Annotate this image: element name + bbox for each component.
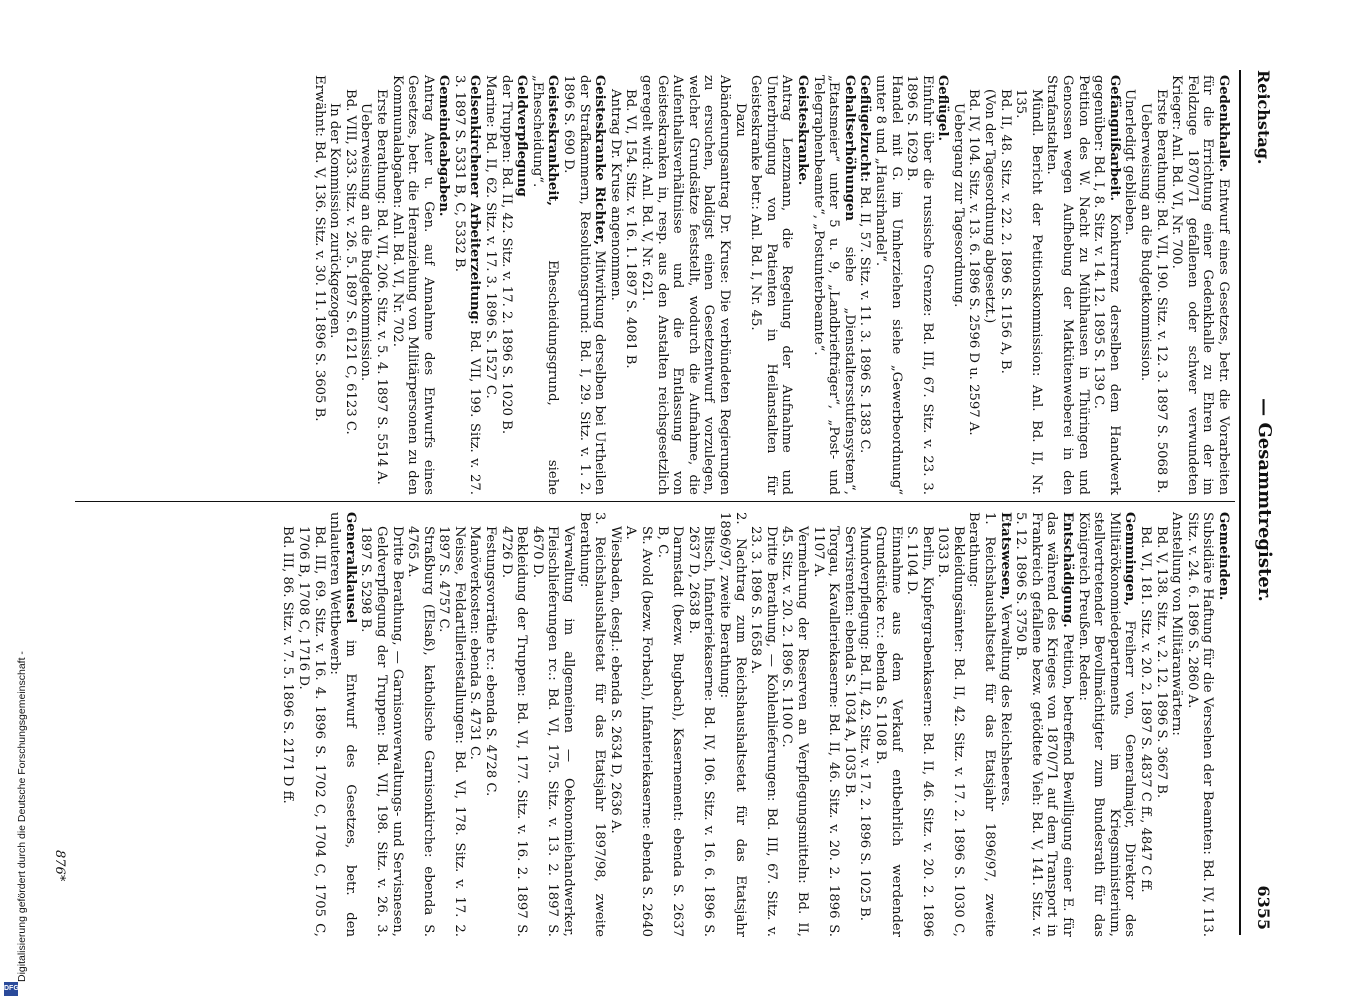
index-entry	[732, 103, 748, 495]
entry-text: Bd. II, 48. Sitz. v. 22. 2. 1896 S. 1156 A, B.	[997, 89, 1013, 374]
index-entry	[342, 89, 358, 495]
entry-heading: Geisteskranke Richter,	[592, 75, 608, 246]
entry-text: Bekleidung der Truppen: Bd. VI, 177. Sitz. v. 16. 2. 1897 S. 4726 D.	[498, 526, 530, 937]
index-entry	[529, 75, 560, 495]
entry-heading: Geldverpflegung	[514, 75, 530, 197]
header-left: Reichstag.	[1254, 70, 1273, 165]
entry-text: Bekleidungsämter: Bd. II, 42. Sitz. v. 17. 2. 1896 S. 1030 C, 1033 B.	[935, 526, 966, 937]
entry-text: St. Avold (bezw. Forbach), Infanteriekaserne: ebenda S. 2640 A.	[623, 526, 655, 937]
column-divider	[75, 501, 1235, 502]
entry-heading: Gelsenkirchener Arbeiterzeitung:	[467, 75, 483, 325]
index-entry	[451, 75, 482, 495]
entry-text: Bd. II, 57. Sitz. v. 11. 3. 1896 S. 1383 C.	[857, 186, 873, 454]
index-entry	[857, 75, 873, 495]
entry-heading: Gedenkhalle.	[1216, 75, 1231, 173]
index-entry	[311, 75, 327, 495]
entry-text: Petition, betreffend Bewilligung einer E. für das während des Krieges von 1870/71 auf dem Transport in Frankreich gefallene bezw. getödtete Vieh: Bd. V, 141. Sitz. v. 5. 12. 1896 S. 3750 B.	[1013, 512, 1076, 937]
index-entry	[748, 526, 779, 937]
page-signature: 876*	[52, 850, 67, 882]
entry-text: Antrag Lenzmann, die Regelung der Aufnahme und Unterbringung von Patienten in Heilanstalten für Geisteskranke betr.: Anl. Bd. I, Nr. 45.	[748, 75, 795, 495]
index-entry	[607, 89, 623, 495]
index-entry	[327, 512, 358, 937]
entry-text: Bd. V, 138. Sitz. v. 2. 12. 1896 S. 3667 B.	[1153, 526, 1169, 799]
entry-text: Bitsch, Infanteriekaserne: Bd. IV, 106. Sitz. v. 16. 6. 1896 S. 2637 D, 2638 B.	[685, 526, 717, 937]
entry-text: Handel mit G. im Umherziehen siehe „Gewerbeordnung“ unter 8 und „Hausirhandel“.	[872, 75, 904, 495]
entry-text: 1. Reichshaushaltsetat für das Etatsjahr 1896/97, zweite Berathung:	[966, 512, 998, 937]
entry-text: Bd. III, 69. Sitz. v. 16. 4. 1896 S. 1702 C, 1704 C, 1705 C, 1706 B, 1708 C, 1716 D.	[295, 526, 327, 937]
entry-text: Petition des W. Nacht zu Mühlhausen in Thüringen und Genossen wegen Aufhebung der Matkütenweberei in den Strafanstalten.	[1044, 75, 1091, 495]
entry-text: Erste Berathung: Bd. VII, 206. Sitz. v. 5. 4. 1897 S. 5514 A.	[373, 89, 389, 485]
entry-text: Dritte Berathung, — Garnisonverwaltungs- und Servisnesen, Geldverpflegung der Truppen: Bd. VII, 198. Sitz. v. 26. 3. 1897 S. 5298 B.	[358, 526, 405, 937]
index-entry	[623, 526, 654, 937]
index-entry	[623, 89, 639, 495]
index-entry	[935, 526, 966, 937]
entry-heading: Geflügel.	[935, 75, 951, 142]
entry-text: Bd. VI, 181. Sitz. v. 20. 2. 1897 S. 4837 C ff., 4847 C ff.	[1138, 526, 1154, 893]
entry-text: Darmstadt (bezw. Bugbach), Kasernement: ebenda S. 2637 B, C.	[654, 526, 686, 937]
right-column	[280, 512, 1231, 937]
index-entry	[810, 75, 857, 495]
index-entry	[966, 512, 997, 937]
index-entry	[1169, 512, 1185, 937]
index-entry	[498, 75, 514, 495]
index-entry	[483, 75, 499, 495]
entry-text: Manöverkosten: ebenda S. 4731 C.	[467, 526, 483, 760]
index-entry	[982, 89, 998, 495]
entry-heading: Gehaltserhöhungen	[841, 75, 857, 221]
entry-text: Unerledigt geblieben.	[1122, 89, 1138, 236]
index-entry	[638, 75, 732, 495]
entry-heading: Gemmingen,	[1122, 512, 1138, 606]
index-entry	[280, 526, 296, 937]
index-entry	[529, 526, 576, 937]
index-entry	[1153, 526, 1169, 937]
header-center: — Gesammtregister.	[1254, 398, 1275, 602]
entry-heading: Geisteskranke.	[794, 75, 810, 186]
index-entry	[1122, 89, 1138, 495]
index-entry	[1013, 89, 1044, 495]
entry-text: Mitwirkung derselben bei Urtheilen der Strafkammern, Resolutionsgrund: Bd. I, 29. Sitz. v. 1. 2. 1896 S. 690 D.	[561, 75, 608, 495]
entry-text: im Entwurf des Gesetzes, betr. den unlauteren Wettbewerb:	[327, 512, 358, 937]
entry-text: Antrag Auer u. Gen. auf Annahme des Entwurfs eines Gesetzes, betr. die Heranziehung von Militärpersonen zu den Kommunalabgaben: Anl. Bd. VI, Nr. 702.	[389, 75, 436, 495]
entry-text: Anstellung von Militäranwärtern:	[1169, 512, 1185, 736]
entry-text: Bd. III, 86. Sitz. v. 7. 5. 1896 S. 2171 D ff.	[280, 526, 296, 804]
index-entry	[1184, 512, 1215, 937]
index-entry	[389, 75, 436, 495]
entry-text: Verwaltung im allgemeinen — Oekonomiehandwerker, Fleischlieferungen rc.: Bd. VI, 175. Sitz. v. 13. 2. 1897 S. 4670 D.	[529, 526, 577, 937]
entry-text: Servisrenten: ebenda S. 1034 A, 1035 B.	[841, 526, 857, 798]
entry-text: Antrag Dr. Kruse angenommen.	[607, 89, 623, 301]
page-header	[1245, 70, 1275, 930]
index-entry	[358, 103, 374, 495]
entry-heading: Gefängnißarbeit.	[1106, 75, 1122, 202]
index-entry	[872, 526, 903, 937]
index-entry	[1215, 512, 1231, 937]
index-entry	[373, 89, 389, 495]
entry-text: Vermehrung der Reserven an Verpflegungsmitteln: Bd. II, 45. Sitz. v. 20. 2. 1896 S. 1100 C.	[779, 526, 810, 937]
entry-text: Bd. VII, 199. Sitz. v. 27. 3. 1897 S. 5331 B, C, 5332 B.	[451, 75, 483, 495]
entry-text: Erste Berathung: Bd. VII, 190. Sitz. v. 12. 3. 1897 S. 5068 B.	[1153, 89, 1169, 494]
index-entry	[841, 526, 857, 937]
entry-text: Freiherr von, Generalmajor, Direktor des Militärökonomiedepartements im Kriegsministerium, stellvertretender Bevollmächtigter zum Bundesrath für das Königreich Preußen. Reden:	[1075, 512, 1138, 937]
entry-heading: Generalklausel	[342, 512, 358, 624]
entry-text: Konkurrenz derselben dem Handwerk gegenüber: Bd. I, 8. Sitz. v. 14. 12. 1895 S. 139 C.	[1091, 75, 1122, 495]
index-entry	[935, 75, 951, 495]
entry-text: Dazu	[732, 103, 748, 137]
index-entry	[950, 103, 966, 495]
index-entry	[779, 526, 810, 937]
entry-text: Ueberweisung an die Budgetkommission.	[358, 103, 374, 382]
page-number: 6355	[1254, 885, 1273, 930]
index-entry	[810, 526, 841, 937]
entry-text: Erwähnt: Bd. V, 136. Sitz. v. 30. 11. 1896 S. 3605 B.	[311, 75, 327, 422]
index-entry	[1091, 75, 1122, 495]
index-entry	[358, 526, 405, 937]
entry-text: Bd. VI, 154. Sitz. v. 16. 1. 1897 S. 4081 B.	[623, 89, 639, 369]
entry-heading: Gemeindeabgaben.	[436, 75, 452, 217]
entry-text: Bd. VIII, 233. Sitz. v. 26. 5. 1897 S. 6121 C, 6123 C.	[342, 89, 358, 435]
index-entry	[436, 75, 452, 495]
entry-text: Ehescheidungsgrund, siehe „Ehescheidung“.	[529, 75, 561, 495]
index-entry	[748, 75, 795, 495]
entry-text: Mundverpflegung: Bd. II, 42. Sitz. v. 17. 2. 1896 S. 1025 B.	[857, 526, 873, 921]
index-entry	[1137, 526, 1153, 937]
entry-heading: Entschädigung.	[1060, 512, 1076, 628]
entry-text: Dritte Berathung, — Kohlenlieferungen: Bd. III, 67. Sitz. v. 23. 3. 1896 S. 1658 A.	[748, 526, 779, 937]
index-entry	[685, 526, 716, 937]
index-entry	[966, 89, 982, 495]
entry-text: Mündl. Bericht der Petitionskommission: Anl. Bd. II, Nr. 135.	[1013, 89, 1044, 495]
entry-text: siehe „Dienstaltersstufensystem“, „Etatsmeier“ unter 5 u. 9, „Landbriefträger“, „Post- und Telegraphenbeamte“, „Postunterbeamte“.	[810, 75, 857, 495]
entry-text: Neisse, Feldartilleriestallungen: Bd. VI, 178. Sitz. v. 17. 2. 1897 S. 4757 C.	[436, 526, 467, 937]
index-entry	[997, 89, 1013, 495]
entry-text: Torgau, Kavalleriekaserne: Bd. II, 46. Sitz. v. 20. 2. 1896 S. 1107 A.	[810, 526, 842, 937]
index-entry	[498, 526, 529, 937]
index-entry	[904, 526, 935, 937]
entry-text: Ueberweisung an die Budgetkommission.	[1138, 103, 1154, 382]
index-entry	[1153, 89, 1169, 495]
index-entry	[467, 526, 483, 937]
entry-text: 3. Reichshaushaltsetat für das Etatsjahr 1897/98, zweite Berathung:	[576, 512, 608, 937]
index-entry	[295, 526, 326, 937]
entry-text: Marine: Bd. II, 62. Sitz. v. 17. 3. 1896 S. 1527 C.	[483, 75, 499, 399]
index-entry	[1075, 512, 1137, 937]
entry-heading: Geflügelzucht:	[857, 75, 873, 183]
entry-text: Einfuhr über die russische Grenze: Bd. III, 67. Sitz. v. 23. 3. 1896 S. 1629 B.	[904, 75, 935, 495]
entry-text: der Truppen: Bd. II, 42. Sitz. v. 17. 2. 1896 S. 1020 B.	[498, 75, 514, 435]
index-entry	[514, 75, 530, 495]
left-column	[311, 75, 1231, 495]
entry-text: Festungsvorräthe rc.: ebenda S. 4728 C.	[483, 526, 499, 797]
index-entry	[794, 75, 810, 495]
index-entry	[327, 103, 343, 495]
index-entry	[1169, 75, 1231, 495]
index-entry	[576, 512, 607, 937]
index-entry	[716, 512, 747, 937]
entry-text: Bd. IV, 104. Sitz. v. 13. 6. 1896 S. 2596 D u. 2597 A.	[966, 89, 982, 436]
entry-text: (Von der Tagesordnung abgesetzt.)	[982, 89, 998, 324]
entry-text: In der Kommission zurückgezogen.	[327, 103, 343, 339]
index-entry	[560, 75, 607, 495]
index-entry	[1137, 103, 1153, 495]
entry-text: Uebergang zur Tagesordnung.	[950, 103, 966, 308]
entry-text: Abänderungsantrag Dr. Kruse: Die verbündeten Regierungen zu ersuchen, baldigst einen Gesetzentwurf vorzulegen, welcher Grundsätze feststellt, wodurch die Aufnahme, die Aufenthaltsverhältnisse und die Entlassung von Geisteskranken in, resp. aus den Anstalten reichsgesetzlich geregelt wird: Anl. Bd. V, Nr. 621.	[639, 75, 732, 495]
entry-text: Einnahme aus dem Verkauf entbehrlich werdender Grundstücke rc.: ebenda S. 1108 B.	[872, 526, 904, 937]
index-entry	[1013, 512, 1075, 937]
entry-heading: Etatswesen,	[997, 512, 1013, 600]
digitization-footer	[4, 606, 28, 996]
entry-heading: Gemeinden.	[1216, 512, 1231, 601]
index-entry	[857, 526, 873, 937]
index-entry	[405, 526, 436, 937]
entry-text: Subsidiäre Haftung für die Versehen der Beamten: Bd. IV, 113. Sitz. v. 24. 6. 1896 S. 2860 A.	[1184, 512, 1216, 937]
header-rule	[1239, 70, 1241, 935]
entry-text: Verwaltung des Reichsheeres.	[997, 604, 1013, 806]
index-entry	[997, 512, 1013, 937]
entry-text: 2. Nachtrag zum Reichshaushaltsetat für das Etatsjahr 1896/97, zweite Berathung:	[717, 512, 748, 937]
index-entry	[1044, 75, 1091, 495]
index-entry	[607, 526, 623, 937]
index-entry	[483, 526, 499, 937]
index-entry	[904, 75, 935, 495]
entry-text: Straßburg (Elsaß), katholische Garnisonkirche: ebenda S. 4765 A.	[405, 526, 436, 937]
index-entry	[436, 526, 467, 937]
dfg-logo: DFG	[4, 982, 18, 996]
footer-text: Digitalisierung gefördert durch die Deutsche Forschungsgemeinschaft -	[16, 651, 28, 982]
entry-heading: Geisteskrankheit,	[545, 75, 561, 207]
entry-text: Wiesbaden, desgl.: ebenda S. 2634 D, 2636 A.	[607, 526, 623, 834]
index-entry	[654, 526, 685, 937]
index-entry	[872, 75, 903, 495]
entry-text: Berlin, Kupfergrabenkaserne: Bd. II, 46. Sitz. v. 20. 2. 1896 S. 1104 D.	[904, 526, 935, 937]
entry-text: Entwurf eines Gesetzes, betr. die Vorarbeiten für die Errichtung einer Gedenkhalle zu Ehren der im Feldzuge 1870/71 gefallenen oder schwer verwundeten Krieger: Anl. Bd. VI, Nr. 700.	[1169, 75, 1231, 495]
